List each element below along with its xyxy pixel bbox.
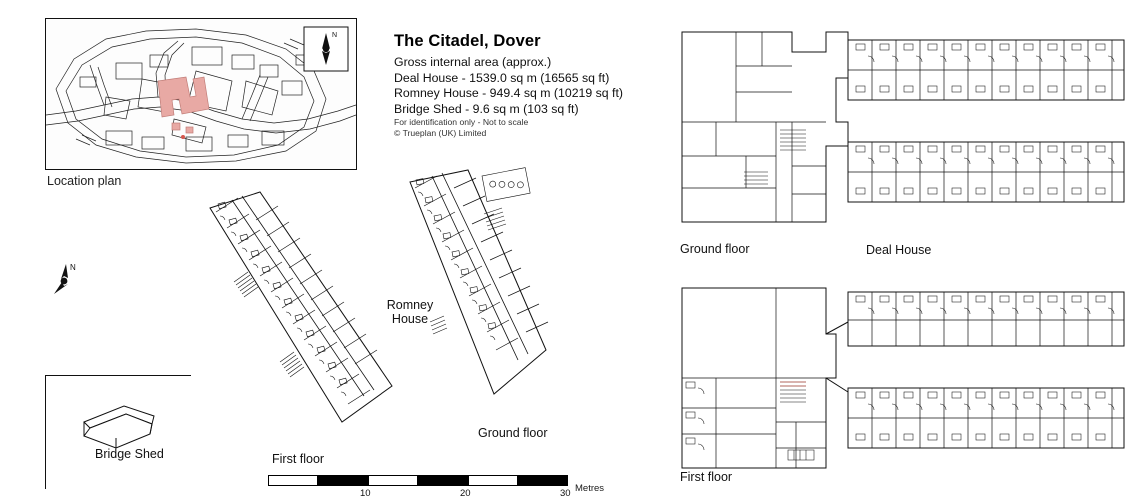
romney-house-label-line1: Romney (386, 298, 434, 312)
deal-ground-floor-plan (676, 26, 1128, 231)
romney-first-floor-plan (196, 190, 406, 445)
area-heading: Gross internal area (approx.) (394, 55, 552, 69)
scale-segment (368, 475, 418, 486)
location-plan-label: Location plan (47, 174, 122, 188)
copyright-text: © Trueplan (UK) Limited (394, 128, 487, 138)
disclaimer-text: For identification only - Not to scale (394, 117, 529, 127)
deal-first-floor-label: First floor (680, 470, 733, 484)
deal-first-floor-plan (676, 282, 1128, 474)
north-arrow-icon (44, 260, 84, 300)
location-plan-compass (304, 27, 348, 71)
scale-segment (418, 475, 468, 486)
scale-segment (318, 475, 368, 486)
romney-house-label (378, 298, 442, 326)
area-bridge-shed: Bridge Shed - 9.6 sq m (103 sq ft) (394, 101, 579, 116)
romney-house-label-line2: House (391, 312, 429, 326)
scale-tick-20: 20 (460, 488, 471, 499)
scale-unit-label: Metres (575, 483, 605, 494)
scale-segment (518, 475, 568, 486)
page-title: The Citadel, Dover (394, 32, 541, 50)
deal-house-label: Deal House (866, 243, 932, 257)
scale-tick-30: 30 (560, 488, 571, 499)
scale-bar (268, 475, 571, 499)
scale-segment (268, 475, 318, 486)
location-plan-map (45, 18, 357, 170)
romney-ground-floor-plan (398, 162, 558, 427)
romney-first-floor-label: First floor (272, 452, 325, 466)
bridge-shed-label: Bridge Shed (95, 447, 164, 461)
scale-tick-10: 10 (360, 488, 371, 499)
location-plan-drawing (46, 19, 356, 169)
svg-text:N: N (332, 32, 338, 39)
romney-ground-floor-label: Ground floor (478, 426, 548, 440)
scale-segment (468, 475, 518, 486)
bridge-shed-drawing (46, 376, 190, 488)
area-deal-house: Deal House - 1539.0 sq m (16565 sq ft) (394, 70, 610, 85)
bridge-shed-panel (45, 375, 191, 489)
title-block (394, 32, 654, 139)
deal-ground-floor-label: Ground floor (680, 242, 750, 256)
area-romney-house: Romney House - 949.4 sq m (10219 sq ft) (394, 86, 623, 100)
svg-text:N: N (70, 263, 76, 272)
